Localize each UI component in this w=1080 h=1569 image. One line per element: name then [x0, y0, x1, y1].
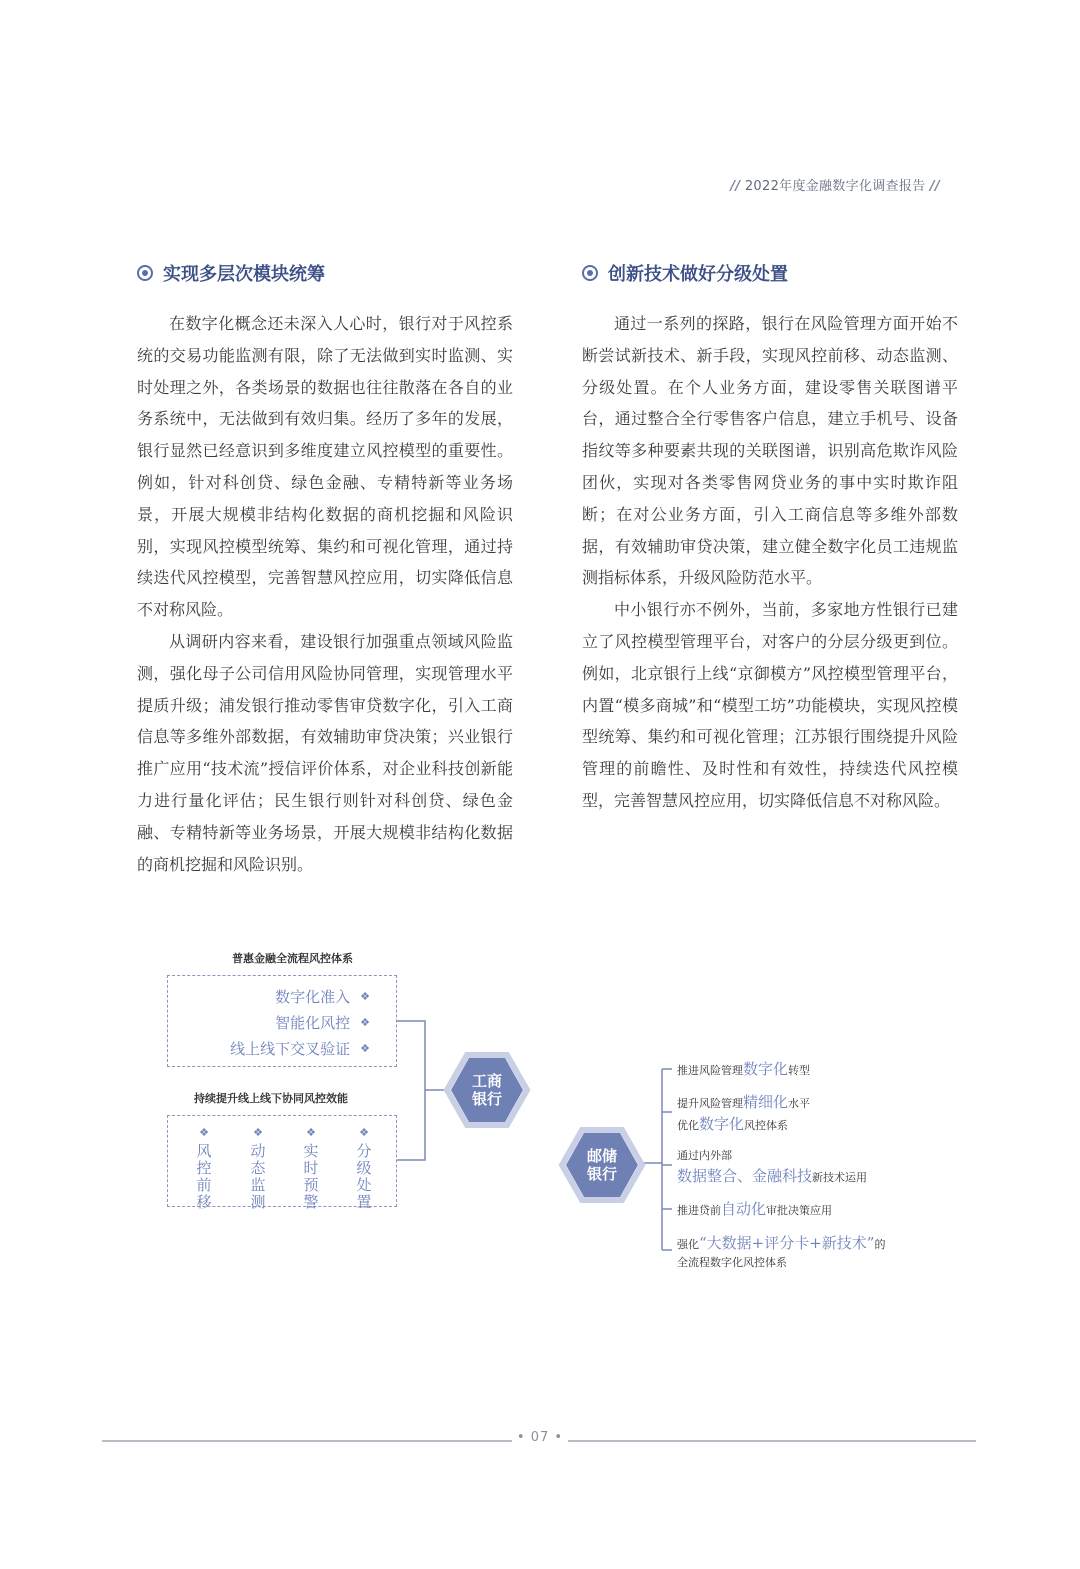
icbc-column-4: [354, 1124, 374, 1211]
psbc-item-1-pre: 推进风险管理: [677, 1064, 743, 1077]
psbc-item-3: [677, 1114, 788, 1136]
icbc-box2-title: 持续提升线上线下协同风控效能: [194, 1092, 348, 1105]
icbc-bracket-bottom: [397, 1090, 425, 1160]
icbc-label-line2: 银行: [471, 1090, 502, 1108]
icbc-label: [447, 1050, 527, 1130]
icbc-box-collab: [167, 1115, 397, 1211]
icbc-item-3-text: 线上线下交叉验证: [230, 1040, 351, 1058]
header-slash-right: //: [929, 179, 940, 194]
psbc-item-6-post: 审批决策应用: [766, 1204, 833, 1217]
psbc-item-2-post: 水平: [788, 1097, 811, 1110]
diamond-icon: ❖: [359, 1126, 369, 1139]
icbc-item-3: [230, 1038, 370, 1059]
psbc-item-4: [677, 1146, 732, 1166]
header-title: 2022年度金融数字化调查报告: [744, 179, 926, 194]
page-number-text: 07: [530, 1430, 550, 1445]
psbc-item-7-post: 的: [874, 1238, 886, 1251]
psbc-item-5-highlight: 数据整合、金融科技: [677, 1167, 813, 1185]
psbc-item-5: [677, 1166, 867, 1188]
diamond-icon: ❖: [360, 1042, 370, 1055]
psbc-item-7: [677, 1233, 885, 1255]
psbc-item-7-highlight: “大数据+评分卡+新技术”: [699, 1234, 875, 1252]
diamond-icon: ❖: [199, 1126, 209, 1139]
psbc-item-6: [677, 1199, 832, 1221]
icbc-box-risk-system: [167, 975, 397, 1067]
icbc-item-1: [275, 986, 370, 1007]
psbc-item-2-highlight: 精细化: [743, 1093, 789, 1111]
footer-rule-left: [102, 1440, 512, 1442]
icbc-column-1-text: 风控前移: [196, 1142, 212, 1211]
diamond-icon: ❖: [360, 1016, 370, 1029]
icbc-box1-title: 普惠金融全流程风控体系: [232, 952, 353, 965]
psbc-item-7-pre: 强化: [677, 1238, 699, 1251]
psbc-item-5-post: 新技术运用: [812, 1171, 868, 1184]
diamond-icon: ❖: [306, 1126, 316, 1139]
psbc-item-6-pre: 推进贷前: [677, 1204, 721, 1217]
right-heading-text: 创新技术做好分级处置: [608, 264, 788, 285]
icbc-column-2-text: 动态监测: [250, 1142, 266, 1211]
psbc-item-1-highlight: 数字化: [743, 1060, 789, 1078]
psbc-item-8-text: 全流程数字化风控体系: [677, 1256, 787, 1269]
psbc-item-4-text: 通过内外部: [677, 1149, 732, 1162]
psbc-item-8: [677, 1253, 787, 1273]
diamond-icon: ❖: [253, 1126, 263, 1139]
icbc-column-4-text: 分级处置: [356, 1142, 372, 1211]
diamond-icon: ❖: [360, 990, 370, 1003]
icbc-column-2: [248, 1124, 268, 1211]
psbc-item-6-highlight: 自动化: [721, 1200, 767, 1218]
page-dot-left: •: [516, 1430, 526, 1445]
page-dot-right: •: [554, 1430, 564, 1445]
header-slash-left: //: [730, 179, 741, 194]
psbc-item-3-highlight: 数字化: [699, 1115, 745, 1133]
right-paragraph-1: 通过一系列的探路，银行在风险管理方面开始不断尝试新技术、新手段，实现风控前移、动态监测、分级处置。在个人业务方面，建设零售关联图谱平台，通过整合全行零售客户信息，建立手机号、设备指纹等多种要素共现的关联图谱，识别高危欺诈风险团伙，实现对各类零售网贷业务的事中实时欺诈阻断；在对公业务方面，引入工商信息等多维外部数据，有效辅助审贷决策，建立健全数字化员工违规监测指标体系，升级风险防范水平。: [582, 314, 958, 588]
psbc-label-line2: 银行: [586, 1165, 617, 1183]
icbc-column-3-text: 实时预警: [303, 1142, 319, 1211]
left-heading-text: 实现多层次模块统筹: [163, 264, 325, 285]
psbc-item-2: [677, 1092, 810, 1114]
psbc-item-1: [677, 1059, 810, 1081]
icbc-column-3: [301, 1124, 321, 1211]
icbc-label-line1: 工商: [471, 1072, 502, 1090]
psbc-item-2-pre: 提升风险管理: [677, 1097, 743, 1110]
page-number: [515, 1430, 565, 1445]
right-paragraph-2: 中小银行亦不例外，当前，多家地方性银行已建立了风控模型管理平台，对客户的分层分级更到位。例如，北京银行上线“京御模方”风控模型管理平台，内置“模多商城”和“模型工坊”功能模块，实现风控模型统筹、集约和可视化管理；江苏银行围绕提升风险管理的前瞻性、及时性和有效性，持续迭代风控模型，完善智慧风控应用，切实降低信息不对称风险。: [582, 600, 958, 810]
left-paragraph-1: 在数字化概念还未深入人心时，银行对于风控系统的交易功能监测有限，除了无法做到实时监测、实时处理之外，各类场景的数据也往往散落在各自的业务系统中，无法做到有效归集。经历了多年的发展，银行显然已经意识到多维度建立风控模型的重要性。例如，针对科创贷、绿色金融、专精特新等业务场景，开展大规模非结构化数据的商机挖掘和风险识别，实现风控模型统筹、集约和可视化管理，通过持续迭代风控模型，完善智慧风控应用，切实降低信息不对称风险。: [137, 314, 513, 620]
icbc-item-2-text: 智能化风控: [275, 1014, 351, 1032]
psbc-item-1-post: 转型: [788, 1064, 811, 1077]
icbc-column-1: [194, 1124, 214, 1211]
psbc-item-3-post: 风控体系: [744, 1119, 789, 1132]
psbc-label-line1: 邮储: [586, 1147, 617, 1165]
icbc-item-2: [275, 1012, 370, 1033]
psbc-item-3-pre: 优化: [677, 1119, 699, 1132]
left-paragraph-2: 从调研内容来看，建设银行加强重点领域风险监测，强化母子公司信用风险协同管理，实现管理水平提质升级；浦发银行推动零售审贷数字化，引入工商信息等多维外部数据，有效辅助审贷决策；兴业银行推广应用“技术流”授信评价体系，对企业科技创新能力进行量化评估；民生银行则针对科创贷、绿色金融、专精特新等业务场景，开展大规模非结构化数据的商机挖掘和风险识别。: [137, 631, 513, 874]
psbc-label: [562, 1125, 642, 1205]
footer-rule-right: [568, 1440, 976, 1442]
icbc-bracket-top: [397, 1021, 447, 1090]
icbc-item-1-text: 数字化准入: [275, 988, 351, 1006]
